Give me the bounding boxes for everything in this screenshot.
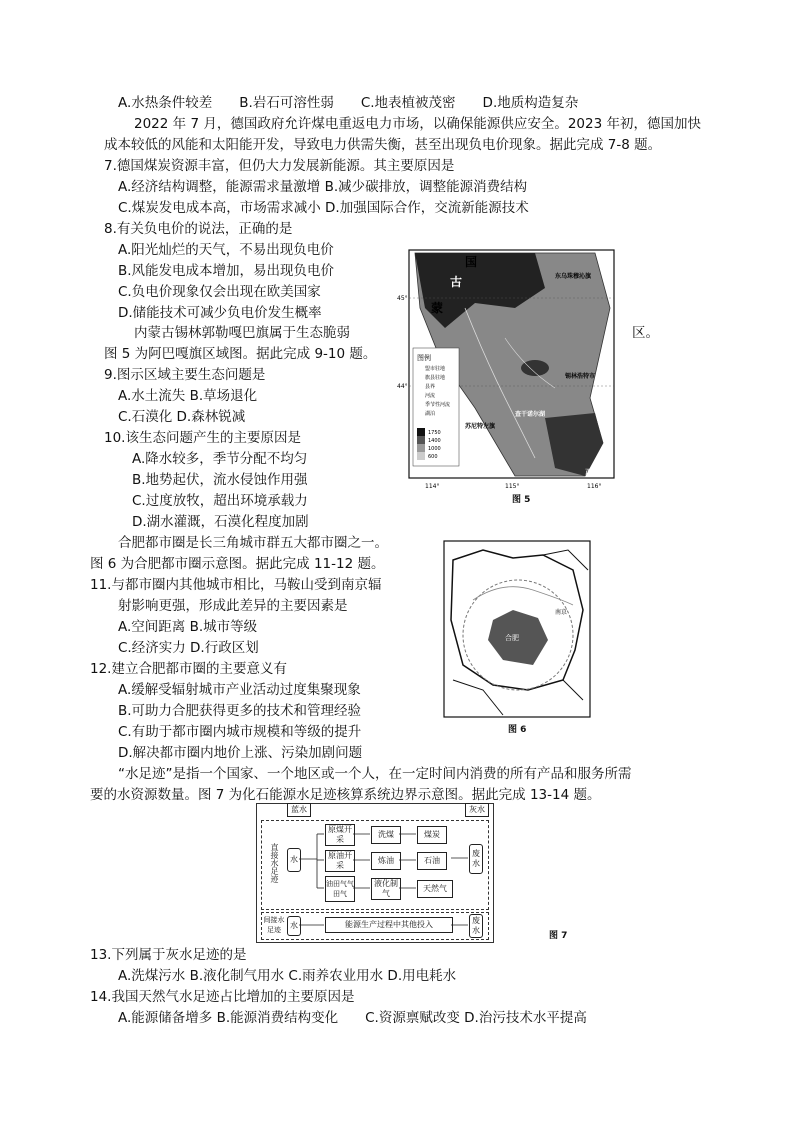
q7-options-cd: C.煤炭发电成本高，市场需求减小 D.加强国际合作，交流新能源技术 (118, 200, 529, 216)
center-city-label: 合肥 (505, 634, 519, 642)
intro-11-12: 合肥都市圈是长三角城市群五大都市圈之一。 (118, 535, 388, 551)
q8-option-a: A.阳光灿烂的天气，不易出现负电价 (118, 242, 334, 258)
wastewater-output-box: 废水 (469, 914, 483, 938)
q10-option-c: C.过度放牧，超出环境承载力 (132, 493, 308, 509)
elev-swatch (417, 452, 425, 460)
intro-9-10: 内蒙古锡林郭勒嘎巴旗属于生态脆弱 (134, 325, 350, 341)
process-box: 洗煤 (371, 826, 401, 844)
map-label-lake: 查干诺尔湖 (515, 411, 546, 418)
q9-options-cd: C.石漠化 D.森林锐减 (118, 409, 246, 425)
q9-options-ab: A.水土流失 B.草场退化 (118, 388, 258, 404)
map-label-xilin: 锡林浩特市 (565, 373, 596, 380)
q10-option-a: A.降水较多，季节分配不均匀 (132, 451, 308, 467)
q12-option-d: D.解决都市圈内地价上涨、污染加剧问题 (118, 745, 363, 761)
q8-option-d: D.储能技术可减少负电价发生概率 (118, 305, 322, 321)
q12-option-a: A.缓解受辐射城市产业活动过度集聚现象 (118, 682, 361, 698)
nanjing-label: 南京 (555, 609, 568, 616)
product-box: 天然气 (417, 880, 453, 898)
q8-option-c: C.负电价现象仅会出现在欧美国家 (118, 284, 321, 300)
q11-stem-cont: 射影响更强，形成此差异的主要因素是 (118, 598, 348, 614)
q13-stem: 13.下列属于灰水足迹的是 (90, 947, 247, 963)
legend-item: 旗县驻地 (425, 375, 446, 381)
map-label-sunite: 苏尼特左旗 (465, 423, 496, 430)
legend-item: 湖泊 (425, 411, 436, 417)
q13-options: A.洗煤污水 B.液化制气用水 C.雨养农业用水 D.用电耗水 (118, 968, 457, 984)
q12-stem: 12.建立合肥都市圈的主要意义有 (90, 661, 287, 677)
q10-option-b: B.地势起伏，流水侵蚀作用强 (132, 472, 308, 488)
process-box: 原油开采 (325, 850, 355, 872)
q14-options: A.能源储备增多 B.能源消费结构变化 C.资源禀赋改变 D.治污技术水平提高 (118, 1010, 587, 1026)
figure-6-map (443, 540, 591, 720)
figure-5-map (395, 248, 620, 508)
q9-stem: 9.图示区域主要生态问题是 (104, 367, 266, 383)
indirect-input-box: 能源生产过程中其他投入 (325, 917, 453, 933)
map-label-meng: 蒙 (431, 301, 444, 315)
q12-option-c: C.有助于都市圈内城市规模和等级的提升 (118, 724, 362, 740)
elev-label: 1000 (428, 446, 441, 452)
elev-label: 1400 (428, 438, 441, 444)
elev-swatch (417, 428, 425, 436)
figure-5-caption: 图 5 (512, 495, 531, 505)
q7-stem: 7.德国煤炭资源丰富，但仍大力发展新能源。其主要原因是 (104, 158, 455, 174)
legend-title: 图例 (417, 354, 431, 362)
q6-options: A.水热条件较差 B.岩石可溶性弱 C.地表植被茂密 D.地质构造复杂 (118, 95, 579, 111)
indirect-footprint-label: 间接水足迹 (263, 916, 285, 934)
process-box: 油田气气田气 (325, 876, 355, 902)
elev-swatch (417, 444, 425, 452)
lat-label: 45° (397, 295, 408, 302)
figure-7-caption: 图 7 (549, 931, 568, 941)
intro-9-10-end: 区。 (632, 325, 659, 341)
q7-options-ab: A.经济结构调整，能源需求量激增 B.减少碳排放，调整能源消费结构 (118, 179, 528, 195)
lon-label: 115° (505, 483, 520, 490)
q8-stem: 8.有关负电价的说法，正确的是 (104, 221, 293, 237)
q11-options-cd: C.经济实力 D.行政区划 (118, 640, 259, 656)
grey-water-label: 灰水 (465, 803, 489, 817)
q10-stem: 10.该生态问题产生的主要原因是 (104, 430, 301, 446)
legend-item: 季节性河流 (425, 402, 451, 408)
process-box: 液化制气 (371, 878, 401, 900)
map-label-dongwu: 东乌珠穆沁旗 (555, 273, 592, 280)
intro-13-14: “水足迹”是指一个国家、一个地区或一个人，在一定时间内消费的所有产品和服务所需 (118, 766, 632, 782)
map-label-zhenglan: 正蓝旗 (585, 469, 604, 476)
q10-option-d: D.湖水灌溉，石漠化程度加剧 (132, 514, 309, 530)
elev-swatch (417, 436, 425, 444)
q11-stem: 11.与都市圈内其他城市相比，马鞍山受到南京辐 (90, 577, 382, 593)
q11-options-ab: A.空间距离 B.城市等级 (118, 619, 258, 635)
lat-label: 44° (397, 383, 408, 390)
map-label-guo: 国 (465, 255, 478, 269)
map-label-gu: 古 (450, 275, 463, 289)
product-box: 石油 (417, 852, 447, 870)
figure-7-diagram (256, 803, 494, 943)
q8-option-b: B.风能发电成本增加，易出现负电价 (118, 263, 335, 279)
intro-7-8-cont: 成本较低的风能和太阳能开发，导致电力供需失衡，甚至出现负电价现象。据此完成 7-8 题。 (104, 137, 662, 153)
intro-11-12-cont: 图 6 为合肥都市圈示意图。据此完成 11-12 题。 (90, 556, 385, 572)
legend-item: 河流 (425, 393, 436, 399)
process-box: 原煤开采 (325, 824, 355, 846)
water-input-box: 水 (287, 916, 301, 936)
lon-label: 116° (587, 483, 602, 490)
q14-stem: 14.我国天然气水足迹占比增加的主要原因是 (90, 989, 355, 1005)
intro-7-8: 2022 年 7 月，德国政府允许煤电重返电力市场，以确保能源供应安全。2023 年初，德国加快 (134, 116, 701, 132)
product-box: 煤炭 (417, 826, 447, 844)
direct-footprint-label: 直接水足迹 (263, 832, 285, 894)
wastewater-output-box: 废水 (469, 844, 483, 874)
intro-13-14-cont: 要的水资源数量。图 7 为化石能源水足迹核算系统边界示意图。据此完成 13-14 题。 (90, 787, 601, 803)
intro-9-10-cont: 图 5 为阿巴嘎旗区域图。据此完成 9-10 题。 (104, 346, 377, 362)
legend-item: 盟市驻地 (425, 366, 446, 372)
elev-label: 1750 (428, 430, 441, 436)
elev-label: 600 (428, 454, 438, 460)
q12-option-b: B.可助力合肥获得更多的技术和管理经验 (118, 703, 362, 719)
figure-6-caption: 图 6 (508, 725, 527, 735)
lake-shape (521, 360, 549, 376)
process-box: 炼油 (371, 852, 401, 870)
lon-label: 114° (425, 483, 440, 490)
flow-arrows (257, 804, 493, 942)
legend-item: 县界 (425, 384, 436, 390)
water-input-box: 水 (287, 848, 301, 872)
blue-water-label: 蓝水 (287, 803, 311, 817)
